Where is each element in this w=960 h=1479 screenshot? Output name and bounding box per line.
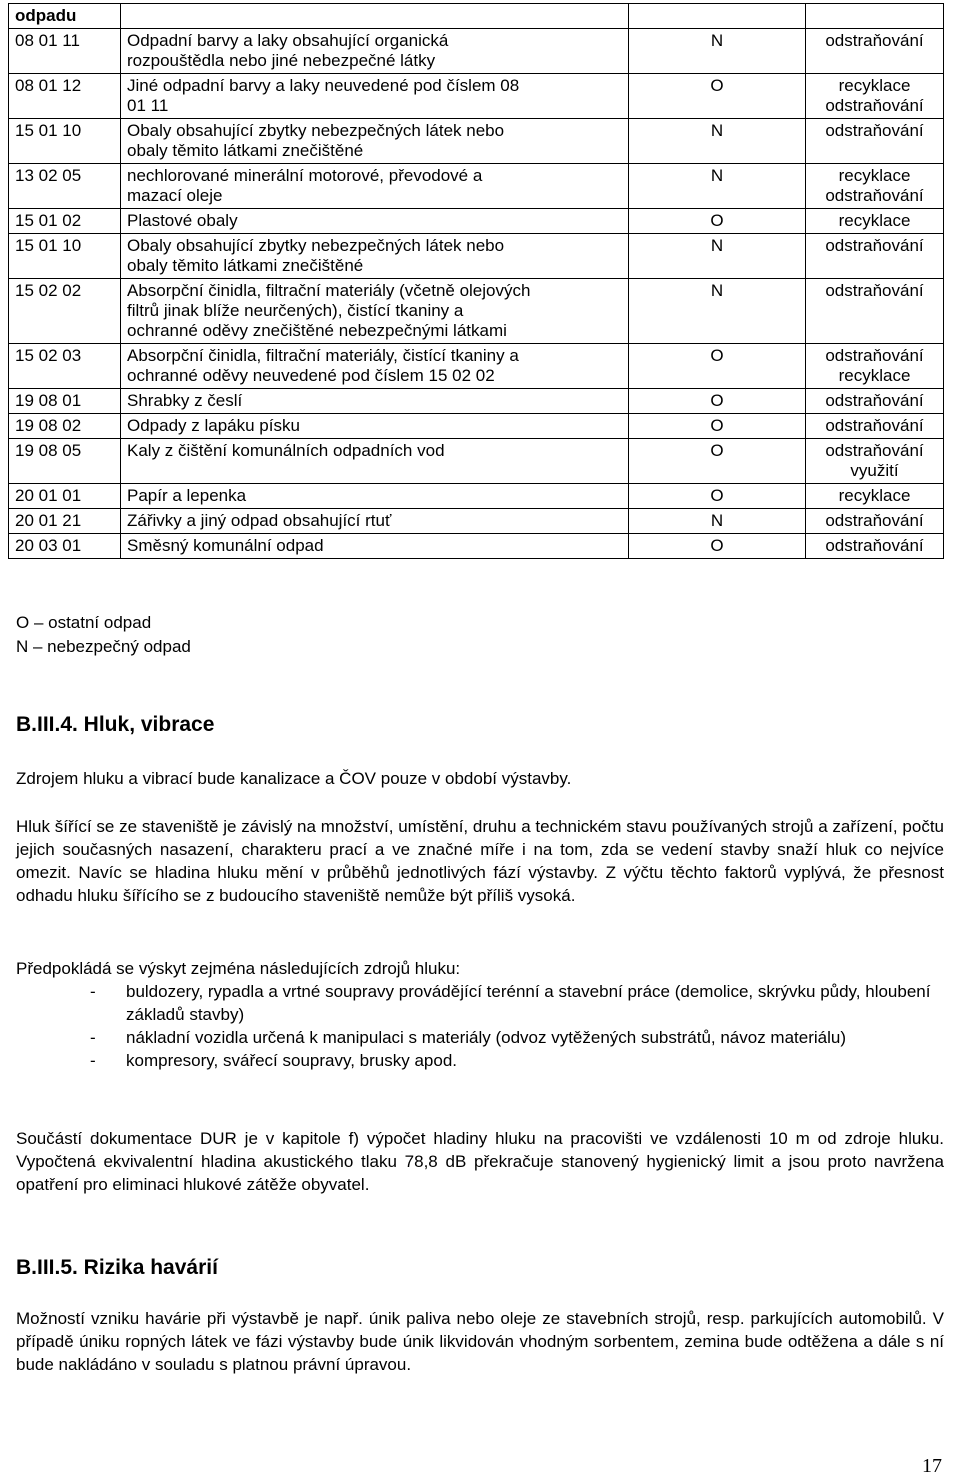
waste-handling-cell — [806, 509, 944, 534]
table-row — [9, 119, 944, 164]
description-line: Obaly obsahující zbytky nebezpečných látek nebo — [127, 236, 505, 255]
waste-handling-cell — [806, 534, 944, 559]
table-row — [9, 344, 944, 389]
waste-code-cell: 19 08 05 — [9, 439, 121, 484]
waste-code-cell: 15 01 10 — [9, 234, 121, 279]
empty-cell — [629, 4, 806, 29]
list-item-text: kompresory, svářecí soupravy, brusky apod. — [126, 1051, 458, 1070]
waste-handling-cell — [806, 209, 944, 234]
list-item-text: buldozery, rypadla a vrtné soupravy provádějící terénní a stavební práce (demolice, skrývku půdy, hloubení základů stavby) — [126, 982, 931, 1024]
handling-line: odstraňování — [825, 416, 924, 435]
handling-line: odstraňování — [825, 121, 924, 140]
waste-category-cell: N — [629, 234, 806, 279]
table-row — [9, 389, 944, 414]
description-line: Jiné odpadní barvy a laky neuvedené pod číslem 08 — [127, 76, 520, 95]
table-header-cell: odpadu — [9, 4, 121, 29]
table-row — [9, 164, 944, 209]
table-row — [9, 439, 944, 484]
waste-description-cell — [121, 29, 629, 74]
waste-category-cell: O — [629, 484, 806, 509]
waste-category-cell: N — [629, 279, 806, 344]
description-line: Absorpční činidla, filtrační materiály (včetně olejových — [127, 281, 531, 300]
description-line: obaly těmito látkami znečištěné — [127, 141, 364, 160]
table-row — [9, 209, 944, 234]
description-line: obaly těmito látkami znečištěné — [127, 256, 364, 275]
waste-category-cell: O — [629, 414, 806, 439]
handling-line: odstraňování — [825, 441, 924, 460]
list-dash: - — [90, 1028, 96, 1047]
list-dash: - — [90, 982, 96, 1001]
table-row — [9, 279, 944, 344]
noise-paragraph-2: Hluk šířící se ze staveniště je závislý na množství, umístění, druhu a technickém stavu používaných strojů a zařízení, počtu jejich současných nasazení, charakteru prací a ve značné míře i na tom, zda se vedení stavby snaží hluk co nejvíce omezit. Navíc se hladina hluku mění v průběhů jednotlivých fází výstavby. Z výčtu těchto faktorů vyplývá, že přesnost odhadu hluku šířícího se z budoucího staveniště nemůže být příliš vysoká. — [16, 817, 944, 905]
description-line: Odpadní barvy a laky obsahující organická — [127, 31, 449, 50]
waste-handling-cell — [806, 389, 944, 414]
handling-line: odstraňování — [825, 346, 924, 365]
description-line: Obaly obsahující zbytky nebezpečných látek nebo — [127, 121, 505, 140]
waste-code-cell: 08 01 11 — [9, 29, 121, 74]
noise-paragraph-4: Součástí dokumentace DUR je v kapitole f) výpočet hladiny hluku na pracovišti ve vzdálenosti 10 m od zdroje hluku. Vypočtená ekvivalentní hladina akustického tlaku 78,8 dB překračuje stanovený hygienický limit a jsou proto navržena opatření pro eliminaci hlukové zátěže obyvatel. — [16, 1129, 944, 1194]
waste-description-cell — [121, 534, 629, 559]
waste-code-cell: 20 01 01 — [9, 484, 121, 509]
empty-cell — [121, 4, 629, 29]
waste-table — [8, 3, 944, 559]
waste-description-cell — [121, 234, 629, 279]
handling-line: recyklace — [838, 486, 911, 505]
waste-code-cell: 19 08 02 — [9, 414, 121, 439]
waste-description-cell — [121, 414, 629, 439]
waste-code-cell: 19 08 01 — [9, 389, 121, 414]
waste-description-cell — [121, 279, 629, 344]
empty-cell — [806, 4, 944, 29]
waste-code-cell: 15 01 02 — [9, 209, 121, 234]
table-row — [9, 414, 944, 439]
waste-description-cell — [121, 344, 629, 389]
handling-line: odstraňování — [825, 536, 924, 555]
waste-code-cell: 20 03 01 — [9, 534, 121, 559]
waste-category-cell: N — [629, 164, 806, 209]
table-row — [9, 29, 944, 74]
waste-handling-cell — [806, 279, 944, 344]
accidents-paragraph: Možností vzniku havárie při výstavbě je např. únik paliva nebo oleje ze stavebních strojů, resp. parkujících automobilů. V případě úniku ropných látek ve fázi výstavby bude únik likvidován vhodným sorbentem, zemina bude odtěžena a dále s ní bude nakládáno v souladu s platnou právní úpravou. — [16, 1309, 944, 1374]
waste-category-cell: O — [629, 74, 806, 119]
waste-handling-cell — [806, 439, 944, 484]
waste-description-cell — [121, 389, 629, 414]
waste-description-cell — [121, 439, 629, 484]
handling-line: recyklace — [838, 166, 911, 185]
handling-line: využití — [850, 461, 899, 480]
legend — [16, 611, 191, 659]
waste-category-cell: N — [629, 119, 806, 164]
waste-category-cell: O — [629, 439, 806, 484]
waste-description-cell — [121, 119, 629, 164]
description-line: nechlorované minerální motorové, převodové a — [127, 166, 483, 185]
handling-line: recyklace — [838, 76, 911, 95]
waste-description-cell — [121, 74, 629, 119]
handling-line: odstraňování — [825, 186, 924, 205]
handling-line: odstraňování — [825, 31, 924, 50]
description-line: Absorpční činidla, filtrační materiály, čistící tkaniny a — [127, 346, 519, 365]
description-line: 01 11 — [127, 96, 169, 115]
description-line: Shrabky z česlí — [127, 391, 243, 410]
table-row — [9, 534, 944, 559]
waste-description-cell — [121, 484, 629, 509]
waste-description-cell — [121, 509, 629, 534]
waste-handling-cell — [806, 414, 944, 439]
waste-code-cell: 15 02 03 — [9, 344, 121, 389]
legend-item-hazardous: N – nebezpečný odpad — [16, 637, 191, 656]
waste-category-cell: O — [629, 534, 806, 559]
description-line: Papír a lepenka — [127, 486, 247, 505]
waste-handling-cell — [806, 29, 944, 74]
waste-description-cell — [121, 164, 629, 209]
noise-paragraph-3: Předpokládá se výskyt zejména následujících zdrojů hluku: — [16, 959, 461, 978]
noise-sources-list — [16, 980, 944, 1072]
waste-description-cell — [121, 209, 629, 234]
description-line: ochranné oděvy neuvedené pod číslem 15 02 02 — [127, 366, 495, 385]
waste-handling-cell — [806, 484, 944, 509]
page-number: 17 — [922, 1455, 942, 1477]
description-line: ochranné oděvy znečištěné nebezpečnými látkami — [127, 321, 507, 340]
list-dash: - — [90, 1051, 96, 1070]
list-item — [16, 1049, 944, 1072]
handling-line: odstraňování — [825, 391, 924, 410]
description-line: rozpouštědla nebo jiné nebezpečné látky — [127, 51, 436, 70]
waste-category-cell: N — [629, 29, 806, 74]
description-line: mazací oleje — [127, 186, 223, 205]
list-item — [16, 980, 944, 1026]
table-row — [9, 509, 944, 534]
table-row — [9, 234, 944, 279]
waste-handling-cell — [806, 164, 944, 209]
description-line: Směsný komunální odpad — [127, 536, 324, 555]
table-row — [9, 484, 944, 509]
handling-line: recyklace — [838, 366, 911, 385]
noise-paragraph-1: Zdrojem hluku a vibrací bude kanalizace a ČOV pouze v období výstavby. — [16, 769, 572, 788]
waste-code-cell: 08 01 12 — [9, 74, 121, 119]
handling-line: recyklace — [838, 211, 911, 230]
handling-line: odstraňování — [825, 511, 924, 530]
handling-line: odstraňování — [825, 236, 924, 255]
description-line: Kaly z čištění komunálních odpadních vod — [127, 441, 445, 460]
waste-code-cell: 20 01 21 — [9, 509, 121, 534]
waste-code-cell: 15 01 10 — [9, 119, 121, 164]
waste-code-cell: 13 02 05 — [9, 164, 121, 209]
waste-code-cell: 15 02 02 — [9, 279, 121, 344]
section-title-noise: B.III.4. Hluk, vibrace — [16, 713, 215, 736]
description-line: Zářivky a jiný odpad obsahující rtuť — [127, 511, 392, 530]
waste-category-cell: O — [629, 389, 806, 414]
handling-line: odstraňování — [825, 281, 924, 300]
legend-item-other: O – ostatní odpad — [16, 613, 152, 632]
waste-handling-cell — [806, 344, 944, 389]
table-row — [9, 74, 944, 119]
waste-category-cell: O — [629, 344, 806, 389]
section-title-accidents: B.III.5. Rizika havárií — [16, 1256, 218, 1279]
handling-line: odstraňování — [825, 96, 924, 115]
table-header-row — [9, 4, 944, 29]
waste-handling-cell — [806, 74, 944, 119]
waste-handling-cell — [806, 234, 944, 279]
description-line: Plastové obaly — [127, 211, 238, 230]
description-line: Odpady z lapáku písku — [127, 416, 300, 435]
waste-handling-cell — [806, 119, 944, 164]
list-item-text: nákladní vozidla určená k manipulaci s materiály (odvoz vytěžených substrátů, návoz materiálu) — [126, 1028, 847, 1047]
description-line: filtrů jinak blíže neurčených), čistící tkaniny a — [127, 301, 464, 320]
list-item — [16, 1026, 944, 1049]
waste-category-cell: N — [629, 509, 806, 534]
waste-category-cell: O — [629, 209, 806, 234]
